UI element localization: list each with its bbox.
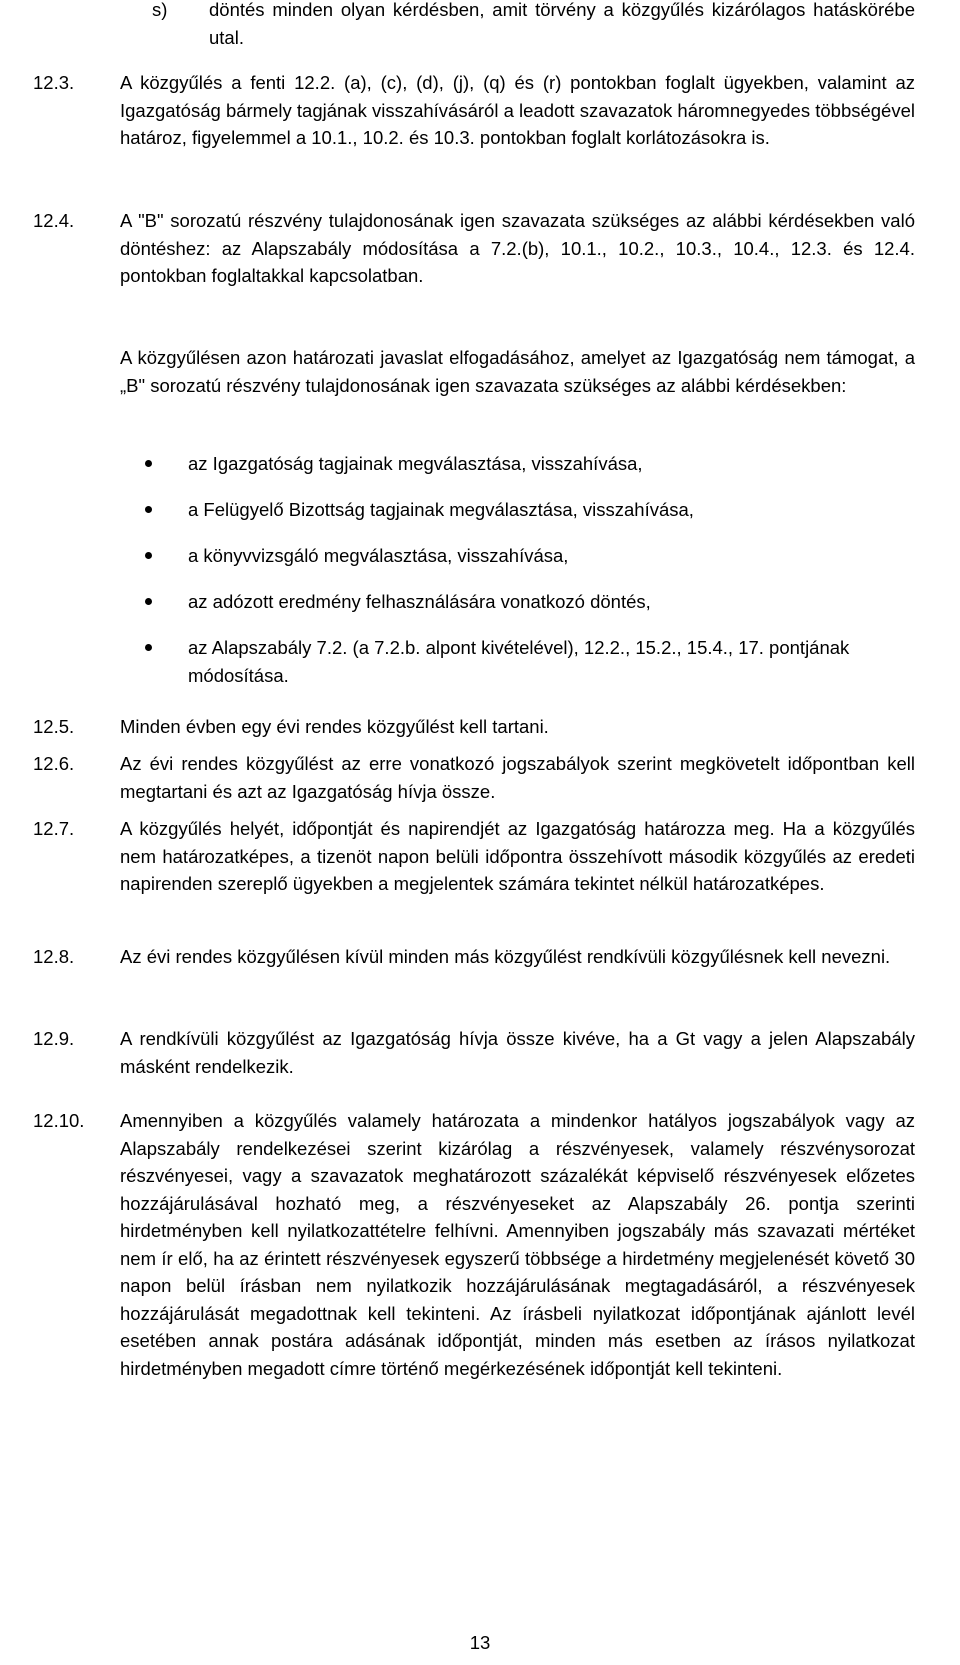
bullet-icon: [145, 598, 152, 605]
section-number: 12.10.: [33, 1110, 85, 1131]
section-number: 12.9.: [33, 1028, 75, 1049]
section-number: 12.5.: [33, 716, 75, 737]
section-number: 12.3.: [33, 72, 75, 93]
section-text: Az évi rendes közgyűlésen kívül minden más közgyűlést rendkívüli közgyűlésnek kell nevezni.: [120, 946, 891, 967]
section-text: Amennyiben a közgyűlés valamely határozata a mindenkor hatályos jogszabályok vagy az Alapszabály rendelkezései szerint kizárólag a részvényesek, valamely részvénysorozat részvényesei, vagy a szavazatok meghatározott százalékát képviselő részvényesek előzetes hozzájárulásával hozható meg, a részvényeseket az Alapszabály 26. pontja szerinti hirdetményben kell nyilatkozattételre felhívni. Amennyiben jogszabály más szavazati mértéket nem ír elő, ha az érintett részvényesek egyszerű többsége a hirdetmény megjelenését követő 30 napon belül írásban nem nyilatkozik hozzájárulásának megtagadásáról, a részvényesek hozzájárulását megadottnak kell tekinteni. Az írásbeli nyilatkozat időpontjának ajánlott levél esetében annak postára adásának időpontját, minden más esetben az írásos nyilatkozat hirdetményben megadott címre történő megérkezésének időpontját kell tekinteni.: [120, 1110, 915, 1379]
item-number: s): [152, 0, 168, 20]
page-number: 13: [469, 1632, 491, 1653]
section-text: A közgyűlés helyét, időpontját és napirendjét az Igazgatóság határozza meg. Ha a közgyűlés nem határozatképes, a tizenöt napon belüli időpontra összehívott második közgyűlés az eredeti napirenden szereplő ügyekben a megjelentek számára tekintet nélkül határozatképes.: [120, 818, 915, 894]
item-text: döntés minden olyan kérdésben, amit törvény a közgyűlés kizárólagos hatáskörébe utal.: [209, 0, 915, 48]
section-text: Minden évben egy évi rendes közgyűlést kell tartani.: [120, 716, 549, 737]
section-text: A rendkívüli közgyűlést az Igazgatóság hívja össze kivéve, ha a Gt vagy a jelen Alapszabály másként rendelkezik.: [120, 1028, 915, 1077]
section-text: A "B" sorozatú részvény tulajdonosának igen szavazata szükséges az alábbi kérdésekben való döntéshez: az Alapszabály módosítása a 7.2.(b), 10.1., 10.2., 10.3., 10.4., 12.3. és 12.4. pontokban foglaltakkal kapcsolatban.: [120, 210, 915, 286]
bullet-icon: [145, 552, 152, 559]
document-page: s) döntés minden olyan kérdésben, amit törvény a közgyűlés kizárólagos hatáskörébe utal. 12.3. A közgyűlés a fenti 12.2. (a), (c), (d), (j), (q) és (r) pontokban foglalt ügyekben, valamint az Igazgatóság bármely tagjának visszahívásáról a leadott szavazatok háromnegyedes többségével határoz, figyelemmel a 10.1., 10.2. és 10.3. pontokban foglalt korlátozásokra is. 12.4. A "B" sorozatú részvény tulajdonosának igen szavazata szükséges az alábbi kérdésekben való döntéshez: az Alapszabály módosítása a 7.2.(b), 10.1., 10.2., 10.3., 10.4., 12.3. és 12.4. pontokban foglaltakkal kapcsolatban. A közgyűlésen azon határozati javaslat elfogadásához, amelyet az Igazgatóság nem támogat, a „B" sorozatú részvény tulajdonosának igen szavazata szükséges az alábbi kérdésekben: az Igazgatóság tagjainak megválasztása, visszahívása, a Felügyelő Bizottság tagjainak megválasztása, visszahívása, a könyvvizsgáló megválasztása, visszahívása, az adózott eredmény felhasználására vonatkozó döntés, az Alapszabály 7.2. (a 7.2.b. alpont kivételével), 12.2., 15.2., 15.4., 17. pontjának módosítása. 12.5. Minden évben egy évi rendes közgyűlést kell tartani. 12.6. Az évi rendes közgyűlést az erre vonatkozó jogszabályok szerint megkövetelt időpontban kell megtartani és azt az Igazgatóság hívja össze. 12.7. A közgyűlés helyét, időpontját és napirendjét az Igazgatóság határozza meg. Ha a közgyűlés nem határozatképes, a tizenöt napon belüli időpontra összehívott második közgyűlés az eredeti napirenden szereplő ügyekben a megjelentek számára tekintet nélkül határozatképes. 12.8. Az évi rendes közgyűlésen kívül minden más közgyűlést rendkívüli közgyűlésnek kell nevezni. 12.9. A rendkívüli közgyűlést az Igazgatóság hívja össze kivéve, ha a Gt vagy a jelen Alapszabály másként rendelkezik. 12.10. Amennyiben a közgyűlés valamely határozata a mindenkor hatályos jogszabályok vagy az Alapszabály rendelkezései szerint kizárólag a részvényesek, valamely részvénysorozat részvényesei, vagy a szavazatok meghatározott százalékát képviselő részvényesek előzetes hozzájárulásával hozható meg, a részvényeseket az Alapszabály 26. pontja szerinti hirdetményben kell nyilatkozattételre felhívni. Amennyiben jogszabály más szavazati mértéket nem ír elő, ha az érintett részvényesek egyszerű többsége a hirdetmény megjelenését követő 30 napon belül írásban nem nyilatkozik hozzájárulásának megtagadásáról, a részvényesek hozzájárulását megadottnak kell tekinteni. Az írásbeli nyilatkozat időpontjának ajánlott levél esetében annak postára adásának időpontját, minden más esetben az írásos nyilatkozat hirdetményben megadott címre történő megérkezésének időpontját kell tekinteni. 13: [0, 0, 960, 1665]
bullet-icon: [145, 460, 152, 467]
section-number: 12.7.: [33, 818, 75, 839]
section-number: 12.8.: [33, 946, 75, 967]
bullet-icon: [145, 506, 152, 513]
section-text: A közgyűlés a fenti 12.2. (a), (c), (d), (j), (q) és (r) pontokban foglalt ügyekben, valamint az Igazgatóság bármely tagjának visszahívásáról a leadott szavazatok háromnegyedes többségével határoz, figyelemmel a 10.1., 10.2. és 10.3. pontokban foglalt korlátozásokra is.: [120, 72, 915, 148]
section-12-4-paragraph: A közgyűlésen azon határozati javaslat elfogadásához, amelyet az Igazgatóság nem támogat, a „B" sorozatú részvény tulajdonosának igen szavazata szükséges az alábbi kérdésekben:: [120, 347, 915, 396]
section-text: Az évi rendes közgyűlést az erre vonatkozó jogszabályok szerint megkövetelt időpontban kell megtartani és azt az Igazgatóság hívja össze.: [120, 753, 915, 802]
section-number: 12.4.: [33, 210, 75, 231]
section-number: 12.6.: [33, 753, 75, 774]
bullet-icon: [145, 644, 152, 651]
